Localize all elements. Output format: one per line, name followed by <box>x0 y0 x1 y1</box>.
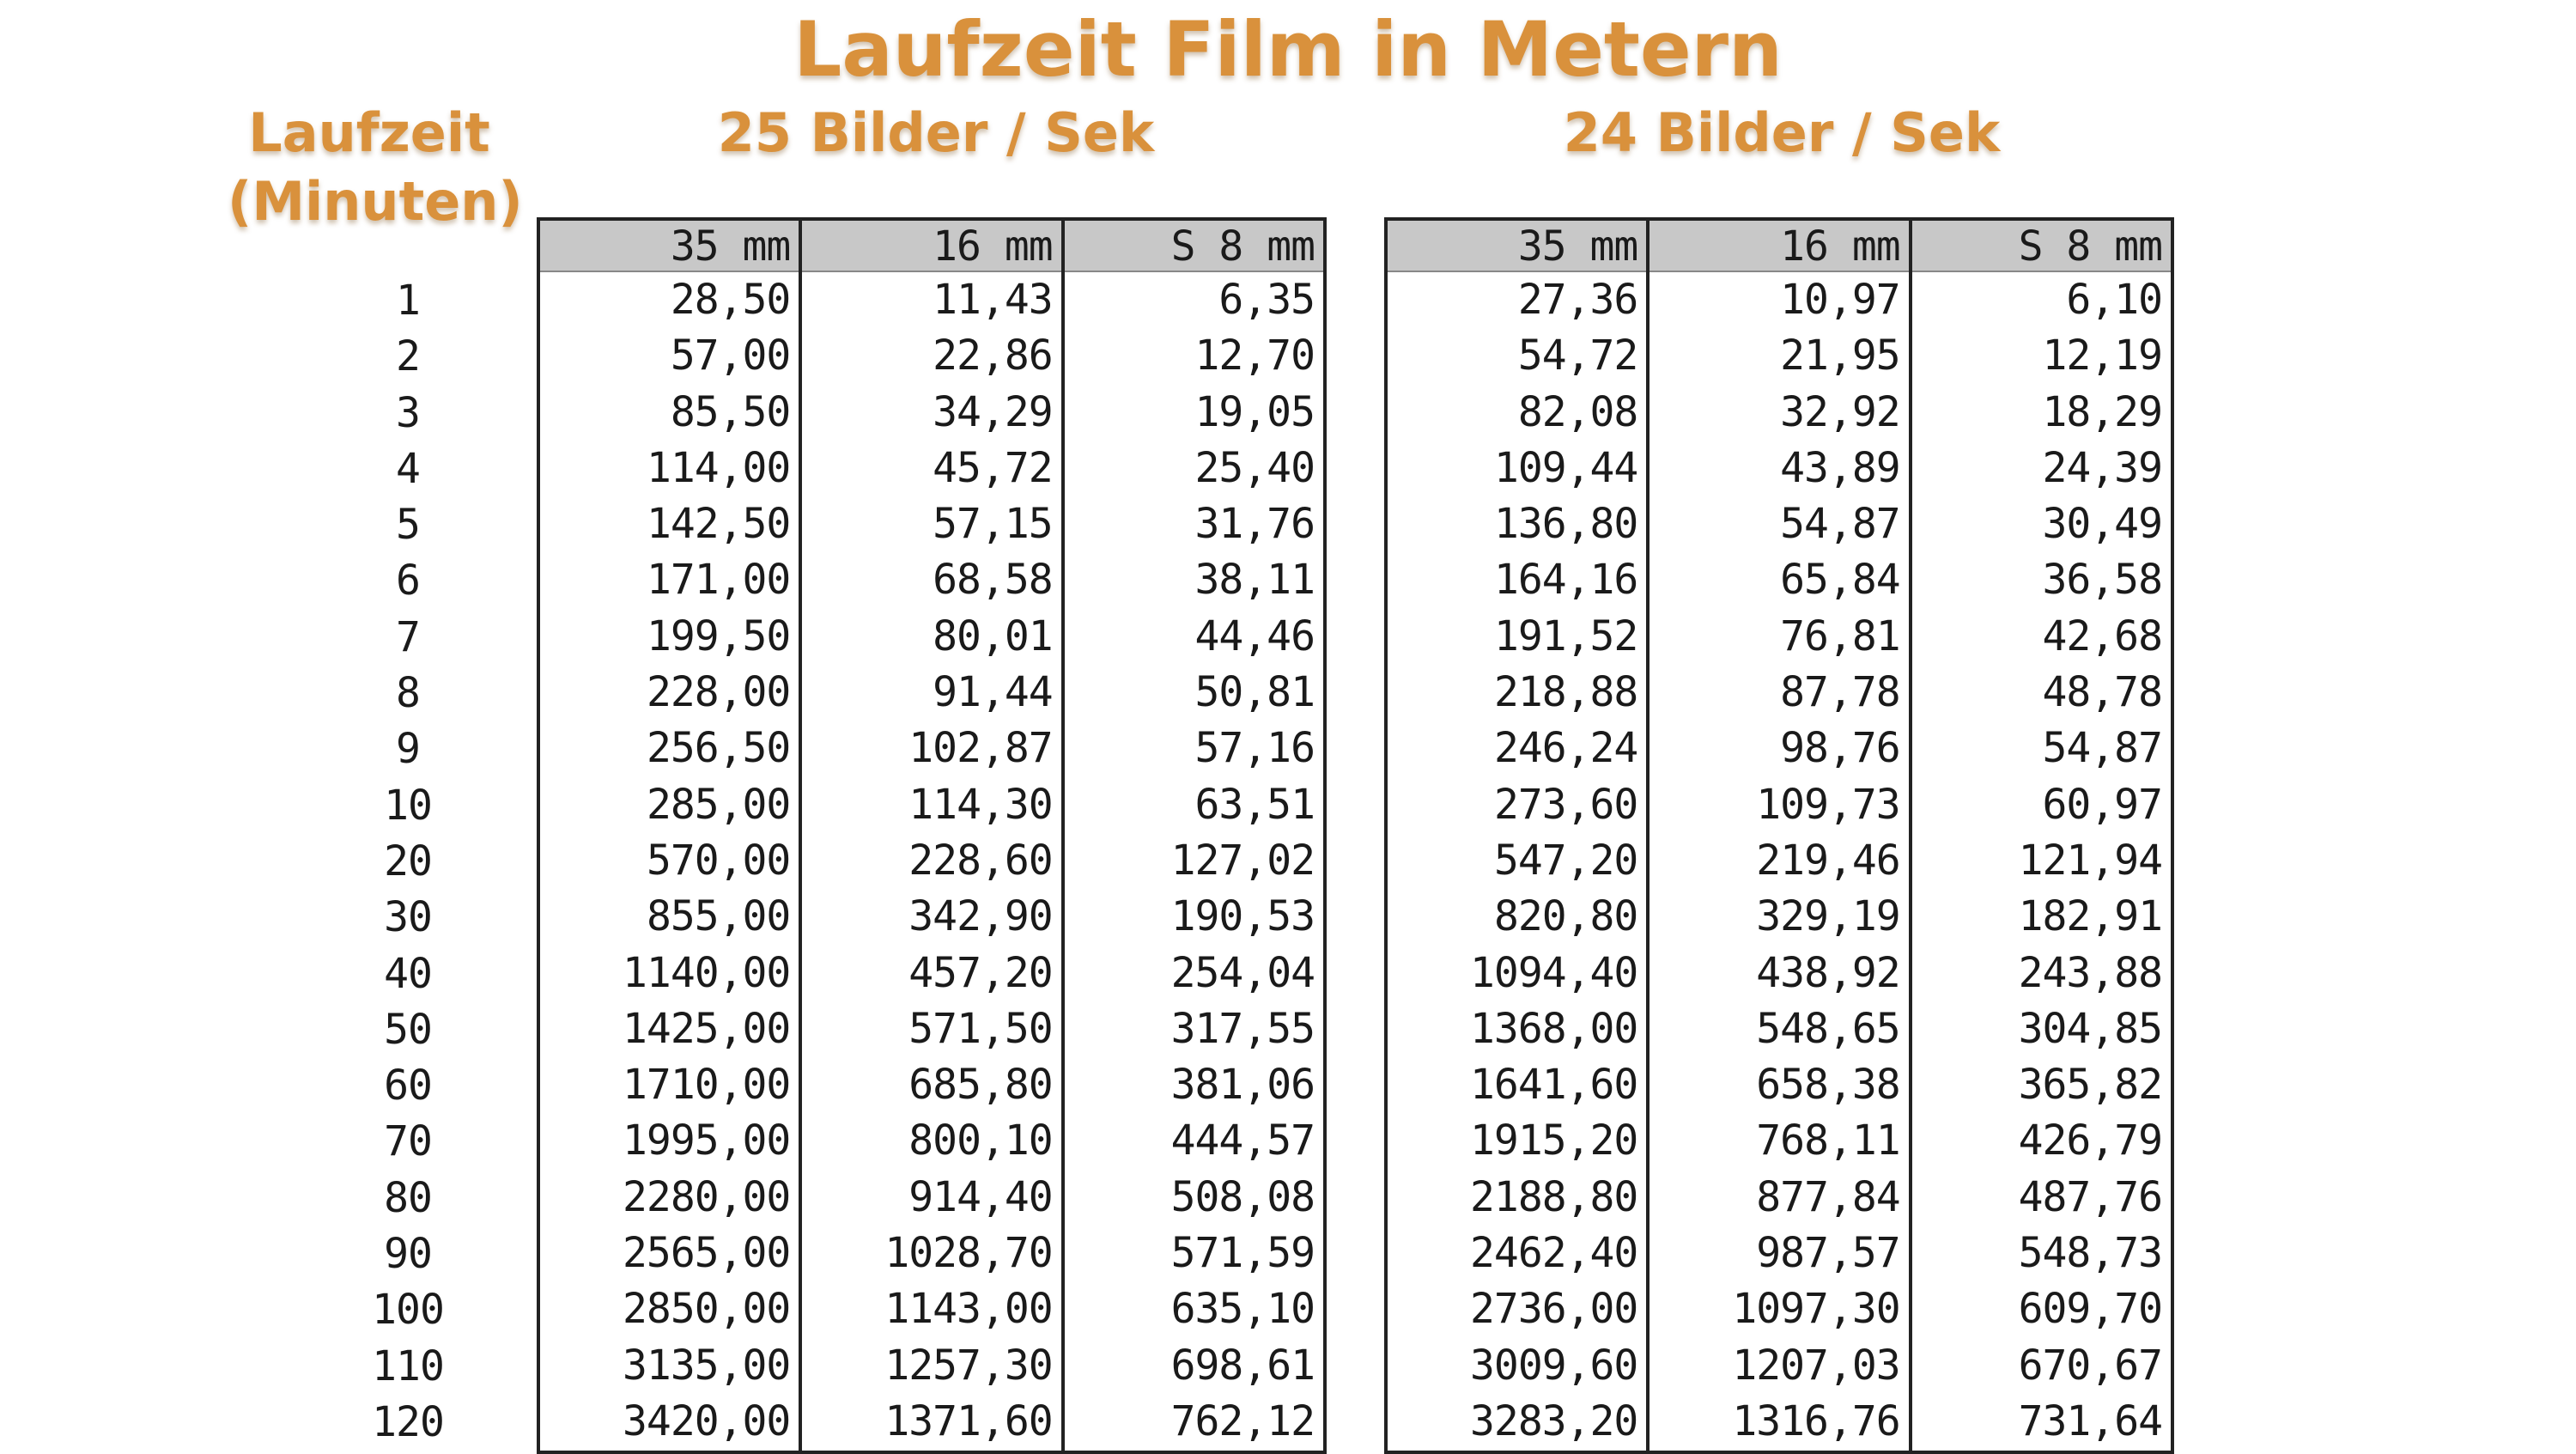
table-cell: 199,50 <box>646 611 791 660</box>
table-cell: 426,79 <box>2018 1116 2162 1165</box>
table-cell: 800,10 <box>908 1116 1053 1165</box>
table-cell: 87,78 <box>1780 668 1900 717</box>
minutes-cell: 1 <box>396 277 420 325</box>
minutes-cell: 7 <box>396 612 420 661</box>
table-cell: 11,43 <box>933 276 1053 324</box>
minutes-cell: 120 <box>372 1397 444 1446</box>
table-cell: 1094,40 <box>1470 948 1638 997</box>
table-cell: 1368,00 <box>1470 1004 1638 1053</box>
table-cell: 855,00 <box>646 892 791 941</box>
table-cell: 21,95 <box>1780 332 1900 380</box>
table-cell: 36,58 <box>2042 556 2162 605</box>
table-cell: 548,65 <box>1756 1004 1900 1053</box>
table-cell: 127,02 <box>1170 836 1315 885</box>
table-cell: 304,85 <box>2018 1004 2162 1053</box>
table-cell: 63,51 <box>1194 780 1315 829</box>
table-cell: 731,64 <box>2018 1396 2162 1445</box>
table-cell: 438,92 <box>1756 948 1900 997</box>
table-cell: 10,97 <box>1780 276 1900 324</box>
minutes-cell: 10 <box>384 781 432 830</box>
table-cell: 2565,00 <box>623 1229 791 1278</box>
table-cell: 2280,00 <box>623 1172 791 1221</box>
table-cell: 50,81 <box>1194 668 1315 717</box>
table-cell: 1207,03 <box>1732 1341 1900 1390</box>
table-cell: 273,60 <box>1493 780 1638 829</box>
table-cell: 27,36 <box>1517 276 1638 324</box>
table-cell: 256,50 <box>646 724 791 773</box>
table-cell: 18,29 <box>2042 387 2162 436</box>
table-cell: 28,50 <box>670 276 791 324</box>
minutes-cell: 3 <box>396 388 420 437</box>
minutes-cell: 5 <box>396 501 420 550</box>
table-cell: 6,35 <box>1218 276 1315 324</box>
minutes-cell: 30 <box>384 893 432 942</box>
table-cell: 3135,00 <box>623 1341 791 1390</box>
table-cell: 1371,60 <box>884 1396 1053 1445</box>
table-cell: 698,61 <box>1170 1341 1315 1390</box>
table-cell: 228,00 <box>646 668 791 717</box>
table-column <box>540 221 802 1451</box>
column-header: 16 mm <box>802 221 1060 272</box>
minutes-cell: 90 <box>384 1230 432 1279</box>
group-25fps-label: 25 Bilder / Sek <box>717 101 1155 164</box>
table-cell: 48,78 <box>2042 668 2162 717</box>
table-cell: 3420,00 <box>623 1396 791 1445</box>
minutes-cell: 6 <box>396 557 420 605</box>
table-cell: 109,44 <box>1493 443 1638 492</box>
table-cell: 1140,00 <box>623 948 791 997</box>
table-cell: 246,24 <box>1493 724 1638 773</box>
table-cell: 1316,76 <box>1732 1396 1900 1445</box>
table-cell: 30,49 <box>2042 500 2162 549</box>
minutes-cell: 110 <box>372 1341 444 1390</box>
table-cell: 635,10 <box>1170 1285 1315 1334</box>
table-cell: 54,72 <box>1517 332 1638 380</box>
table-cell: 22,86 <box>933 332 1053 380</box>
table-cell: 12,19 <box>2042 332 2162 380</box>
minutes-cell: 50 <box>384 1005 432 1054</box>
table-cell: 102,87 <box>908 724 1053 773</box>
table-cell: 1257,30 <box>884 1341 1053 1390</box>
table-cell: 285,00 <box>646 780 791 829</box>
table-cell: 658,38 <box>1756 1061 1900 1110</box>
table-column <box>802 221 1064 1451</box>
table-cell: 136,80 <box>1493 500 1638 549</box>
table-cell: 164,16 <box>1493 556 1638 605</box>
table-column <box>1388 221 1649 1451</box>
table-cell: 228,60 <box>908 836 1053 885</box>
table-cell: 54,87 <box>2042 724 2162 773</box>
table-cell: 114,30 <box>908 780 1053 829</box>
table-cell: 1641,60 <box>1470 1061 1638 1110</box>
table-cell: 182,91 <box>2018 892 2162 941</box>
table-cell: 768,11 <box>1756 1116 1900 1165</box>
table-cell: 219,46 <box>1756 836 1900 885</box>
table-cell: 6,10 <box>2066 276 2162 324</box>
table-cell: 19,05 <box>1194 387 1315 436</box>
table-cell: 68,58 <box>933 556 1053 605</box>
minutes-cell: 70 <box>384 1117 432 1166</box>
table-cell: 329,19 <box>1756 892 1900 941</box>
table-column <box>1912 221 2171 1451</box>
table-cell: 44,46 <box>1194 611 1315 660</box>
table-cell: 98,76 <box>1780 724 1900 773</box>
table-cell: 487,76 <box>2018 1172 2162 1221</box>
table-cell: 1143,00 <box>884 1285 1053 1334</box>
table-cell: 3009,60 <box>1470 1341 1638 1390</box>
table-cell: 57,00 <box>670 332 791 380</box>
table-cell: 57,16 <box>1194 724 1315 773</box>
minutes-cell: 8 <box>396 669 420 718</box>
table-cell: 38,11 <box>1194 556 1315 605</box>
page-title: Laufzeit Film in Metern <box>793 5 1783 94</box>
table-cell: 109,73 <box>1756 780 1900 829</box>
table-25fps <box>537 217 1327 1454</box>
table-cell: 444,57 <box>1170 1116 1315 1165</box>
column-header: S 8 mm <box>1912 221 2171 272</box>
table-cell: 85,50 <box>670 387 791 436</box>
table-cell: 820,80 <box>1493 892 1638 941</box>
table-cell: 60,97 <box>2042 780 2162 829</box>
table-cell: 609,70 <box>2018 1285 2162 1334</box>
table-cell: 547,20 <box>1493 836 1638 885</box>
table-cell: 365,82 <box>2018 1061 2162 1110</box>
table-cell: 190,53 <box>1170 892 1315 941</box>
table-cell: 1028,70 <box>884 1229 1053 1278</box>
minutes-cell: 100 <box>372 1286 444 1335</box>
table-cell: 571,59 <box>1170 1229 1315 1278</box>
table-cell: 54,87 <box>1780 500 1900 549</box>
table-cell: 508,08 <box>1170 1172 1315 1221</box>
table-cell: 171,00 <box>646 556 791 605</box>
table-cell: 82,08 <box>1517 387 1638 436</box>
minutes-cell: 9 <box>396 725 420 774</box>
table-cell: 987,57 <box>1756 1229 1900 1278</box>
minutes-cell: 4 <box>396 444 420 493</box>
group-24fps-label: 24 Bilder / Sek <box>1563 101 2001 164</box>
table-cell: 342,90 <box>908 892 1053 941</box>
table-cell: 25,40 <box>1194 443 1315 492</box>
table-cell: 80,01 <box>933 611 1053 660</box>
table-cell: 548,73 <box>2018 1229 2162 1278</box>
table-cell: 571,50 <box>908 1004 1053 1053</box>
table-cell: 45,72 <box>933 443 1053 492</box>
column-header: 16 mm <box>1649 221 1908 272</box>
table-24fps <box>1384 217 2174 1454</box>
minutes-column <box>348 273 468 1451</box>
minutes-cell: 80 <box>384 1173 432 1222</box>
column-header: S 8 mm <box>1065 221 1323 272</box>
table-cell: 12,70 <box>1194 332 1315 380</box>
minutes-cell: 60 <box>384 1062 432 1110</box>
runtime-label: Laufzeit <box>248 101 490 164</box>
runtime-unit-label: (Minuten) <box>228 170 523 233</box>
minutes-cell: 40 <box>384 949 432 998</box>
table-cell: 1425,00 <box>623 1004 791 1053</box>
table-cell: 24,39 <box>2042 443 2162 492</box>
table-cell: 762,12 <box>1170 1396 1315 1445</box>
table-cell: 2462,40 <box>1470 1229 1638 1278</box>
table-column <box>1065 221 1323 1451</box>
table-cell: 317,55 <box>1170 1004 1315 1053</box>
table-cell: 1995,00 <box>623 1116 791 1165</box>
table-cell: 914,40 <box>908 1172 1053 1221</box>
table-cell: 254,04 <box>1170 948 1315 997</box>
table-cell: 43,89 <box>1780 443 1900 492</box>
table-cell: 57,15 <box>933 500 1053 549</box>
table-cell: 65,84 <box>1780 556 1900 605</box>
column-header: 35 mm <box>540 221 799 272</box>
table-cell: 2736,00 <box>1470 1285 1638 1334</box>
table-cell: 1915,20 <box>1470 1116 1638 1165</box>
table-cell: 570,00 <box>646 836 791 885</box>
table-cell: 34,29 <box>933 387 1053 436</box>
table-cell: 243,88 <box>2018 948 2162 997</box>
table-cell: 218,88 <box>1493 668 1638 717</box>
table-cell: 1710,00 <box>623 1061 791 1110</box>
minutes-cell: 20 <box>384 837 432 885</box>
column-header: 35 mm <box>1388 221 1646 272</box>
table-cell: 32,92 <box>1780 387 1900 436</box>
table-column <box>1649 221 1911 1451</box>
table-cell: 877,84 <box>1756 1172 1900 1221</box>
table-cell: 76,81 <box>1780 611 1900 660</box>
table-cell: 91,44 <box>933 668 1053 717</box>
table-cell: 381,06 <box>1170 1061 1315 1110</box>
table-cell: 31,76 <box>1194 500 1315 549</box>
table-cell: 2850,00 <box>623 1285 791 1334</box>
table-cell: 42,68 <box>2042 611 2162 660</box>
table-cell: 121,94 <box>2018 836 2162 885</box>
minutes-cell: 2 <box>396 332 420 381</box>
table-cell: 670,67 <box>2018 1341 2162 1390</box>
table-cell: 685,80 <box>908 1061 1053 1110</box>
table-cell: 114,00 <box>646 443 791 492</box>
table-cell: 1097,30 <box>1732 1285 1900 1334</box>
table-cell: 457,20 <box>908 948 1053 997</box>
table-cell: 191,52 <box>1493 611 1638 660</box>
table-cell: 3283,20 <box>1470 1396 1638 1445</box>
table-cell: 142,50 <box>646 500 791 549</box>
table-cell: 2188,80 <box>1470 1172 1638 1221</box>
